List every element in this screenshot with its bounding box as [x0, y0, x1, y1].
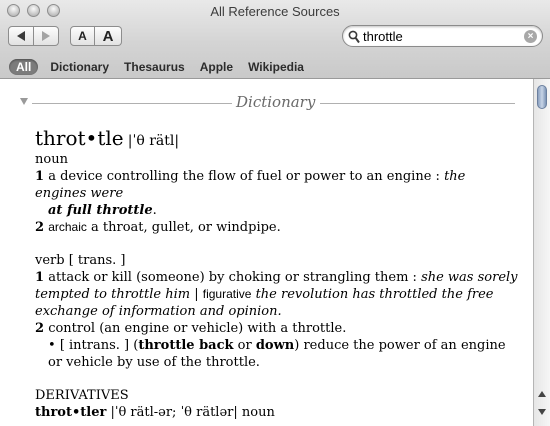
divider: [32, 103, 232, 104]
part-of-speech: verb [ trans. ]: [35, 253, 126, 268]
definition-text: control (an engine or vehicle) with a throttle.: [48, 321, 347, 336]
source-scope-bar: [0, 56, 550, 78]
forward-arrow-icon: [42, 31, 50, 41]
scope-all[interactable]: All: [9, 59, 38, 75]
derivative-pos: noun: [241, 405, 275, 420]
phrase: down: [255, 338, 295, 353]
forward-button[interactable]: [34, 26, 59, 46]
back-button[interactable]: [8, 26, 34, 46]
example-text: the engines were: [35, 169, 466, 201]
definition-continued: [35, 202, 520, 219]
dictionary-section-header: [20, 93, 520, 113]
headword: throt•tle: [35, 126, 124, 150]
vertical-scrollbar[interactable]: [533, 79, 550, 426]
search-input[interactable]: [363, 28, 518, 44]
increase-font-button[interactable]: A: [95, 26, 122, 46]
phrase: throttle back: [138, 338, 234, 353]
example-end: .: [152, 203, 157, 218]
example-emphasis: at full throttle: [48, 203, 153, 218]
definition: [35, 320, 520, 337]
scope-apple[interactable]: Apple: [199, 60, 234, 74]
derivative: [35, 404, 520, 421]
definition-text: a throat, gullet, or windpipe.: [91, 220, 281, 235]
sense-number: 2: [35, 220, 45, 235]
pronunciation: |ˈθ rätl|: [127, 133, 180, 149]
definition: [35, 269, 520, 320]
clear-search-icon[interactable]: ×: [524, 30, 537, 43]
search-field[interactable]: [342, 25, 543, 47]
scroll-up-icon[interactable]: [538, 391, 546, 397]
bullet: •: [48, 338, 56, 353]
search-icon: [348, 30, 360, 44]
example-text: the revolution has throttled the free exchange of information and opinion.: [35, 287, 494, 319]
part-of-speech: noun: [35, 152, 68, 167]
derivative-pronunciation: |ˈθ rätl-ər; ˈθ rätlər|: [110, 405, 238, 420]
definition-text: reduce the power of an engine or vehicle by use of the throttle.: [48, 338, 506, 370]
scope-dictionary[interactable]: Dictionary: [50, 60, 110, 74]
sense-number: 1: [35, 169, 45, 184]
dictionary-entry: [35, 125, 520, 421]
register-label: figurative: [202, 287, 252, 301]
sense-number: 2: [35, 321, 45, 336]
paren: (: [133, 338, 139, 353]
window-title: All Reference Sources: [210, 4, 340, 19]
definition-text: a device controlling the flow of fuel or power to an engine :: [48, 169, 440, 184]
derivative-word: throt•tler: [35, 405, 107, 420]
font-size-buttons: [70, 26, 122, 46]
toolbar: [0, 0, 550, 79]
paren: ): [294, 338, 300, 353]
decrease-font-button[interactable]: A: [70, 26, 95, 46]
divider: [320, 103, 515, 104]
example-text: she was sorely tempted to throttle him: [35, 270, 518, 302]
conjunction: or: [237, 338, 252, 353]
grammar-label: [ intrans. ]: [59, 338, 130, 353]
section-title: Dictionary: [236, 93, 316, 111]
sense-number: 1: [35, 270, 45, 285]
scope-thesaurus[interactable]: Thesaurus: [124, 60, 185, 74]
disclosure-triangle-icon[interactable]: [20, 98, 28, 105]
back-arrow-icon: [17, 31, 25, 41]
phrasal-verb: [35, 337, 520, 371]
definition: [35, 168, 520, 202]
scope-wikipedia[interactable]: Wikipedia: [248, 60, 304, 74]
scroll-down-icon[interactable]: [538, 409, 546, 415]
definition-content: [0, 79, 533, 426]
definition: [35, 219, 520, 236]
scrollbar-thumb[interactable]: [537, 85, 547, 109]
definition-text: attack or kill (someone) by choking or strangling them :: [48, 270, 417, 285]
register-label: archaic: [48, 220, 87, 234]
navigation-buttons: [8, 26, 59, 46]
derivatives-label: DERIVATIVES: [35, 388, 129, 403]
separator: |: [194, 287, 199, 302]
